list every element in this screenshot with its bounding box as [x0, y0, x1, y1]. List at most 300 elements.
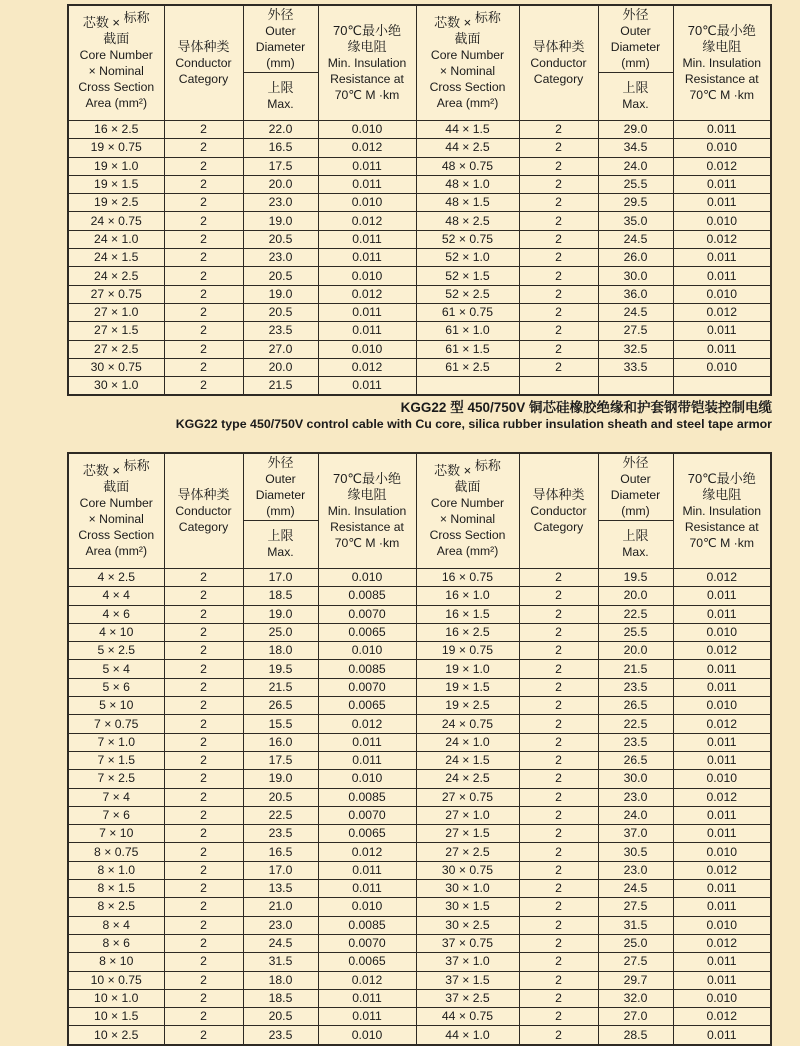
cell-conductor-category: 2 — [164, 788, 243, 806]
section-title-block — [176, 399, 772, 433]
cell-insulation-resistance: 0.011 — [318, 230, 416, 248]
core-zh-label: 芯数 × — [82, 462, 121, 478]
diameter-en-line: Diameter — [255, 39, 306, 54]
section-title-zh: KGG22 型 450/750V 铜芯硅橡胶绝缘和护套钢带铠装控制电缆 — [400, 400, 772, 415]
cell-conductor-category: 2 — [519, 953, 598, 971]
resistance-en-line: 70℃ M ·km — [689, 536, 754, 551]
cell-conductor-category: 2 — [164, 285, 243, 303]
cell-conductor-category: 2 — [519, 898, 598, 916]
cell-outer-diameter: 24.5 — [598, 230, 673, 248]
table-row — [68, 971, 771, 989]
cell-outer-diameter: 23.0 — [243, 194, 318, 212]
spec-table-2 — [67, 452, 772, 1046]
cell-conductor-category: 2 — [519, 825, 598, 843]
cell-outer-diameter: 25.0 — [243, 623, 318, 641]
cell-insulation-resistance: 0.011 — [318, 249, 416, 267]
cell-core-number: 8 × 4 — [68, 916, 164, 934]
cell-conductor-category: 2 — [519, 285, 598, 303]
table-row — [68, 249, 771, 267]
cell-outer-diameter: 26.5 — [243, 697, 318, 715]
cell-conductor-category: 2 — [164, 843, 243, 861]
cell-conductor-category: 2 — [519, 715, 598, 733]
cell-outer-diameter: 24.5 — [598, 303, 673, 321]
cell-outer-diameter: 28.5 — [598, 1026, 673, 1045]
cell-insulation-resistance: 0.010 — [318, 340, 416, 358]
table-row — [68, 121, 771, 139]
cell-outer-diameter: 19.0 — [243, 770, 318, 788]
resistance-en-line: Resistance at — [330, 519, 404, 534]
table-row — [68, 898, 771, 916]
cell-conductor-category: 2 — [164, 642, 243, 660]
resistance-en-line: Min. Insulation — [682, 503, 762, 518]
section-title-en: KGG22 type 450/750V control cable with Cu core, silica rubber insulation sheath and steel tape armor — [175, 417, 772, 431]
cell-insulation-resistance: 0.010 — [673, 770, 771, 788]
resistance-zh-line: 缘电阻 — [347, 38, 387, 54]
cell-insulation-resistance: 0.012 — [673, 934, 771, 952]
cell-conductor-category: 2 — [519, 358, 598, 376]
cell-conductor-category: 2 — [164, 934, 243, 952]
cell-insulation-resistance: 0.011 — [318, 303, 416, 321]
header-min-insulation-resistance — [673, 5, 771, 121]
cell-insulation-resistance: 0.012 — [318, 285, 416, 303]
cell-conductor-category: 2 — [164, 212, 243, 230]
cell-conductor-category: 2 — [164, 194, 243, 212]
cell-conductor-category: 2 — [164, 569, 243, 587]
cell-insulation-resistance: 0.010 — [673, 916, 771, 934]
cell-conductor-category: 2 — [519, 230, 598, 248]
cell-insulation-resistance — [673, 377, 771, 396]
cell-core-number: 61 × 1.5 — [416, 340, 519, 358]
cell-core-number: 27 × 2.5 — [68, 340, 164, 358]
core-en-line: Core Number — [430, 47, 505, 62]
cell-outer-diameter: 37.0 — [598, 825, 673, 843]
cell-insulation-resistance: 0.010 — [673, 843, 771, 861]
max-zh-label: 上限 — [267, 80, 294, 96]
table-row — [68, 230, 771, 248]
cell-core-number: 4 × 6 — [68, 605, 164, 623]
table-row — [68, 377, 771, 396]
table-row — [68, 788, 771, 806]
cell-conductor-category: 2 — [164, 806, 243, 824]
resistance-zh-line: 缘电阻 — [347, 486, 387, 502]
cell-outer-diameter: 35.0 — [598, 212, 673, 230]
cell-core-number: 30 × 0.75 — [68, 358, 164, 376]
max-en-label: Max. — [267, 545, 294, 560]
core-en-line: Cross Section — [429, 80, 506, 94]
cell-core-number: 7 × 4 — [68, 788, 164, 806]
table-row — [68, 697, 771, 715]
table-row — [68, 678, 771, 696]
cell-outer-diameter: 30.5 — [598, 843, 673, 861]
cell-outer-diameter: 16.0 — [243, 733, 318, 751]
cell-conductor-category: 2 — [519, 880, 598, 898]
cell-outer-diameter: 17.0 — [243, 861, 318, 879]
core-en-line: Area (mm²) — [436, 544, 499, 559]
cell-core-number: 44 × 1.0 — [416, 1026, 519, 1045]
cell-outer-diameter: 23.5 — [243, 322, 318, 340]
cell-core-number: 24 × 1.5 — [68, 249, 164, 267]
category-en-line: Conductor — [175, 503, 232, 518]
cell-core-number: 24 × 0.75 — [68, 212, 164, 230]
table-row — [68, 916, 771, 934]
table-row — [68, 569, 771, 587]
cell-core-number: 5 × 10 — [68, 697, 164, 715]
header-outer-diameter — [598, 453, 673, 521]
resistance-zh-line: 70℃最小绝 — [332, 470, 402, 486]
header-conductor-category — [519, 5, 598, 121]
cell-outer-diameter: 32.0 — [598, 989, 673, 1007]
table-row — [68, 715, 771, 733]
cell-insulation-resistance: 0.011 — [673, 267, 771, 285]
cell-insulation-resistance: 0.011 — [673, 971, 771, 989]
cell-outer-diameter: 23.5 — [598, 733, 673, 751]
cell-insulation-resistance: 0.0065 — [318, 825, 416, 843]
header-upper-limit-max — [598, 521, 673, 569]
cell-conductor-category: 2 — [164, 1026, 243, 1045]
cell-core-number: 10 × 1.5 — [68, 1008, 164, 1026]
header-min-insulation-resistance — [318, 5, 416, 121]
table-row — [68, 989, 771, 1007]
cell-core-number: 61 × 2.5 — [416, 358, 519, 376]
cell-core-number: 19 × 2.5 — [416, 697, 519, 715]
max-en-label: Max. — [622, 97, 649, 112]
core-en-line: Core Number — [430, 495, 505, 510]
cell-insulation-resistance: 0.010 — [673, 285, 771, 303]
table-row — [68, 806, 771, 824]
cell-outer-diameter: 22.0 — [243, 121, 318, 139]
cell-insulation-resistance: 0.0065 — [318, 697, 416, 715]
core-zh-nominal-label: 标称 — [474, 457, 501, 473]
cell-outer-diameter: 26.5 — [598, 697, 673, 715]
cell-core-number: 10 × 1.0 — [68, 989, 164, 1007]
category-zh-label: 导体种类 — [177, 38, 230, 54]
cell-core-number: 48 × 2.5 — [416, 212, 519, 230]
cell-core-number: 5 × 2.5 — [68, 642, 164, 660]
cell-core-number: 30 × 1.0 — [68, 377, 164, 396]
cell-core-number: 7 × 1.5 — [68, 751, 164, 769]
cell-insulation-resistance: 0.011 — [673, 175, 771, 193]
table-row — [68, 770, 771, 788]
cell-conductor-category: 2 — [519, 861, 598, 879]
cell-insulation-resistance: 0.011 — [318, 322, 416, 340]
cell-insulation-resistance: 0.011 — [673, 1026, 771, 1045]
cell-core-number: 24 × 0.75 — [416, 715, 519, 733]
cell-outer-diameter: 21.5 — [598, 660, 673, 678]
cell-conductor-category: 2 — [164, 697, 243, 715]
diameter-en-line: Outer — [620, 23, 651, 38]
cell-conductor-category: 2 — [164, 971, 243, 989]
table-row — [68, 285, 771, 303]
core-zh-section-label: 截面 — [103, 478, 130, 494]
cell-conductor-category: 2 — [519, 121, 598, 139]
diameter-zh-label: 外径 — [622, 6, 649, 22]
cell-outer-diameter: 27.5 — [598, 953, 673, 971]
cell-insulation-resistance: 0.011 — [318, 157, 416, 175]
cell-insulation-resistance: 0.010 — [673, 358, 771, 376]
cell-conductor-category: 2 — [519, 587, 598, 605]
cell-insulation-resistance: 0.012 — [673, 157, 771, 175]
cell-core-number: 24 × 2.5 — [68, 267, 164, 285]
cell-conductor-category: 2 — [164, 916, 243, 934]
cell-core-number: 24 × 1.0 — [416, 733, 519, 751]
cell-conductor-category: 2 — [164, 678, 243, 696]
diameter-zh-label: 外径 — [267, 454, 294, 470]
cell-core-number: 16 × 2.5 — [68, 121, 164, 139]
cell-insulation-resistance: 0.011 — [673, 322, 771, 340]
cell-core-number — [416, 377, 519, 396]
cell-insulation-resistance: 0.012 — [318, 971, 416, 989]
cell-core-number: 52 × 1.0 — [416, 249, 519, 267]
table-row — [68, 139, 771, 157]
cell-conductor-category: 2 — [519, 249, 598, 267]
cell-core-number: 24 × 2.5 — [416, 770, 519, 788]
cell-outer-diameter: 24.5 — [598, 880, 673, 898]
cell-outer-diameter: 23.0 — [598, 788, 673, 806]
table-row — [68, 212, 771, 230]
resistance-en-line: Resistance at — [330, 71, 404, 86]
cell-outer-diameter: 29.0 — [598, 121, 673, 139]
core-en-line: Area (mm²) — [436, 96, 499, 111]
cell-insulation-resistance: 0.010 — [318, 642, 416, 660]
cell-conductor-category: 2 — [519, 843, 598, 861]
cell-outer-diameter: 23.5 — [243, 825, 318, 843]
cell-core-number: 5 × 6 — [68, 678, 164, 696]
cell-outer-diameter: 21.5 — [243, 377, 318, 396]
cell-insulation-resistance: 0.011 — [673, 825, 771, 843]
core-en-line: Cross Section — [78, 80, 155, 94]
cell-insulation-resistance: 0.011 — [673, 249, 771, 267]
table-row — [68, 157, 771, 175]
cell-core-number: 8 × 10 — [68, 953, 164, 971]
resistance-zh-line: 缘电阻 — [702, 486, 742, 502]
core-zh-label: 芯数 × — [434, 462, 472, 478]
cell-core-number: 52 × 0.75 — [416, 230, 519, 248]
cell-outer-diameter: 18.0 — [243, 971, 318, 989]
cell-outer-diameter: 19.5 — [243, 660, 318, 678]
core-en-line: Core Number — [79, 495, 153, 510]
cell-core-number: 8 × 6 — [68, 934, 164, 952]
cell-conductor-category: 2 — [519, 623, 598, 641]
header-upper-limit-max — [598, 73, 673, 121]
cell-core-number: 19 × 0.75 — [416, 642, 519, 660]
diameter-en-line: Outer — [265, 471, 296, 486]
cell-core-number: 61 × 0.75 — [416, 303, 519, 321]
max-en-label: Max. — [267, 97, 294, 112]
cell-insulation-resistance: 0.0070 — [318, 806, 416, 824]
cell-insulation-resistance: 0.0065 — [318, 953, 416, 971]
core-en-line: × Nominal — [88, 511, 144, 526]
cell-core-number: 44 × 2.5 — [416, 139, 519, 157]
cell-core-number: 44 × 1.5 — [416, 121, 519, 139]
cell-insulation-resistance: 0.010 — [673, 139, 771, 157]
cell-core-number: 27 × 1.5 — [68, 322, 164, 340]
cell-insulation-resistance: 0.012 — [673, 569, 771, 587]
cell-conductor-category: 2 — [519, 303, 598, 321]
diameter-en-line: Outer — [620, 471, 651, 486]
category-zh-label: 导体种类 — [532, 38, 585, 54]
table-row — [68, 953, 771, 971]
cell-outer-diameter: 17.5 — [243, 751, 318, 769]
header-core-number — [68, 453, 164, 569]
max-zh-label: 上限 — [267, 528, 294, 544]
cell-insulation-resistance: 0.0070 — [318, 934, 416, 952]
cell-core-number: 8 × 1.0 — [68, 861, 164, 879]
core-en-line: Cross Section — [78, 528, 155, 542]
cell-insulation-resistance: 0.011 — [318, 861, 416, 879]
table-row — [68, 605, 771, 623]
cell-outer-diameter: 21.0 — [243, 898, 318, 916]
cell-conductor-category: 2 — [519, 751, 598, 769]
cell-conductor-category: 2 — [164, 121, 243, 139]
cell-conductor-category: 2 — [519, 157, 598, 175]
resistance-en-line: Min. Insulation — [682, 55, 762, 70]
cell-insulation-resistance: 0.012 — [673, 861, 771, 879]
cell-core-number: 27 × 1.0 — [416, 806, 519, 824]
cell-conductor-category: 2 — [519, 788, 598, 806]
cell-conductor-category: 2 — [164, 230, 243, 248]
cell-insulation-resistance: 0.012 — [673, 230, 771, 248]
cell-core-number: 5 × 4 — [68, 660, 164, 678]
cell-insulation-resistance: 0.011 — [673, 194, 771, 212]
cell-outer-diameter: 19.0 — [243, 285, 318, 303]
cell-insulation-resistance: 0.0085 — [318, 587, 416, 605]
cell-conductor-category: 2 — [519, 770, 598, 788]
cell-insulation-resistance: 0.011 — [318, 880, 416, 898]
resistance-en-line: 70℃ M ·km — [689, 88, 754, 103]
cell-outer-diameter: 23.5 — [598, 678, 673, 696]
cell-insulation-resistance: 0.012 — [673, 642, 771, 660]
table-row — [68, 1026, 771, 1045]
table-row — [68, 267, 771, 285]
cell-conductor-category: 2 — [519, 642, 598, 660]
header-min-insulation-resistance — [318, 453, 416, 569]
cell-conductor-category: 2 — [164, 751, 243, 769]
cell-core-number: 30 × 1.0 — [416, 880, 519, 898]
cell-outer-diameter: 29.7 — [598, 971, 673, 989]
cell-outer-diameter: 18.0 — [243, 642, 318, 660]
cell-conductor-category: 2 — [164, 157, 243, 175]
cell-conductor-category: 2 — [164, 587, 243, 605]
diameter-zh-label: 外径 — [622, 454, 649, 470]
cell-conductor-category: 2 — [164, 139, 243, 157]
header-upper-limit-max — [243, 521, 318, 569]
diameter-en-line: (mm) — [621, 504, 650, 519]
cell-insulation-resistance: 0.011 — [318, 989, 416, 1007]
cell-core-number: 37 × 1.5 — [416, 971, 519, 989]
cell-conductor-category: 2 — [519, 916, 598, 934]
cell-insulation-resistance: 0.011 — [318, 377, 416, 396]
cell-conductor-category: 2 — [164, 340, 243, 358]
cell-outer-diameter: 23.0 — [243, 249, 318, 267]
cell-conductor-category: 2 — [519, 212, 598, 230]
cell-outer-diameter: 36.0 — [598, 285, 673, 303]
cell-outer-diameter: 23.0 — [243, 916, 318, 934]
cell-conductor-category: 2 — [164, 861, 243, 879]
header-conductor-category — [164, 453, 243, 569]
diameter-en-line: Diameter — [255, 487, 306, 502]
cell-insulation-resistance: 0.011 — [673, 121, 771, 139]
cell-core-number: 8 × 0.75 — [68, 843, 164, 861]
category-en-line: Conductor — [175, 55, 232, 70]
cell-core-number: 44 × 0.75 — [416, 1008, 519, 1026]
cell-insulation-resistance: 0.010 — [318, 1026, 416, 1045]
header-outer-diameter — [243, 5, 318, 73]
cell-outer-diameter: 13.5 — [243, 880, 318, 898]
cell-core-number: 16 × 2.5 — [416, 623, 519, 641]
cell-core-number: 30 × 2.5 — [416, 916, 519, 934]
cell-core-number: 27 × 1.0 — [68, 303, 164, 321]
cell-insulation-resistance: 0.0085 — [318, 788, 416, 806]
max-en-label: Max. — [622, 545, 649, 560]
cell-core-number: 8 × 2.5 — [68, 898, 164, 916]
cell-outer-diameter: 26.5 — [598, 751, 673, 769]
cell-conductor-category: 2 — [519, 322, 598, 340]
cell-insulation-resistance: 0.0065 — [318, 623, 416, 641]
header-upper-limit-max — [243, 73, 318, 121]
cell-core-number: 7 × 1.0 — [68, 733, 164, 751]
cell-core-number: 4 × 10 — [68, 623, 164, 641]
cell-outer-diameter: 18.5 — [243, 587, 318, 605]
cell-core-number: 7 × 10 — [68, 825, 164, 843]
cell-outer-diameter: 20.0 — [598, 587, 673, 605]
cell-insulation-resistance: 0.0070 — [318, 678, 416, 696]
cell-insulation-resistance: 0.0085 — [318, 660, 416, 678]
header-core-number — [416, 5, 519, 121]
cell-outer-diameter: 31.5 — [598, 916, 673, 934]
max-zh-label: 上限 — [622, 80, 649, 96]
cell-outer-diameter: 25.5 — [598, 623, 673, 641]
core-en-line: × Nominal — [439, 511, 496, 526]
cell-insulation-resistance: 0.011 — [673, 587, 771, 605]
cell-core-number: 19 × 1.0 — [68, 157, 164, 175]
header-outer-diameter — [243, 453, 318, 521]
header-core-number — [68, 5, 164, 121]
cell-core-number: 48 × 1.5 — [416, 194, 519, 212]
cell-outer-diameter: 20.5 — [243, 230, 318, 248]
cell-conductor-category: 2 — [519, 569, 598, 587]
table-row — [68, 934, 771, 952]
cell-outer-diameter: 17.5 — [243, 157, 318, 175]
table-row — [68, 322, 771, 340]
cell-conductor-category: 2 — [519, 340, 598, 358]
core-en-line: Area (mm²) — [85, 544, 148, 559]
category-en-line: Category — [533, 72, 584, 86]
cell-insulation-resistance: 0.011 — [673, 678, 771, 696]
cell-conductor-category: 2 — [519, 733, 598, 751]
cell-core-number: 19 × 1.5 — [416, 678, 519, 696]
cell-insulation-resistance: 0.011 — [673, 733, 771, 751]
table-row — [68, 733, 771, 751]
resistance-en-line: Resistance at — [684, 71, 759, 86]
cell-outer-diameter: 15.5 — [243, 715, 318, 733]
category-en-line: Category — [533, 520, 584, 534]
cell-conductor-category: 2 — [519, 678, 598, 696]
cell-conductor-category: 2 — [164, 825, 243, 843]
cell-insulation-resistance: 0.011 — [673, 660, 771, 678]
cell-insulation-resistance: 0.011 — [318, 733, 416, 751]
cell-outer-diameter: 27.0 — [598, 1008, 673, 1026]
cell-conductor-category: 2 — [164, 249, 243, 267]
cell-insulation-resistance: 0.012 — [318, 139, 416, 157]
core-en-line: Area (mm²) — [85, 96, 148, 111]
cell-outer-diameter: 20.5 — [243, 267, 318, 285]
cell-core-number: 27 × 1.5 — [416, 825, 519, 843]
core-zh-nominal-label: 标称 — [123, 457, 150, 473]
diameter-en-line: Diameter — [610, 39, 661, 54]
cell-conductor-category: 2 — [164, 898, 243, 916]
table-row — [68, 194, 771, 212]
cell-outer-diameter: 16.5 — [243, 843, 318, 861]
